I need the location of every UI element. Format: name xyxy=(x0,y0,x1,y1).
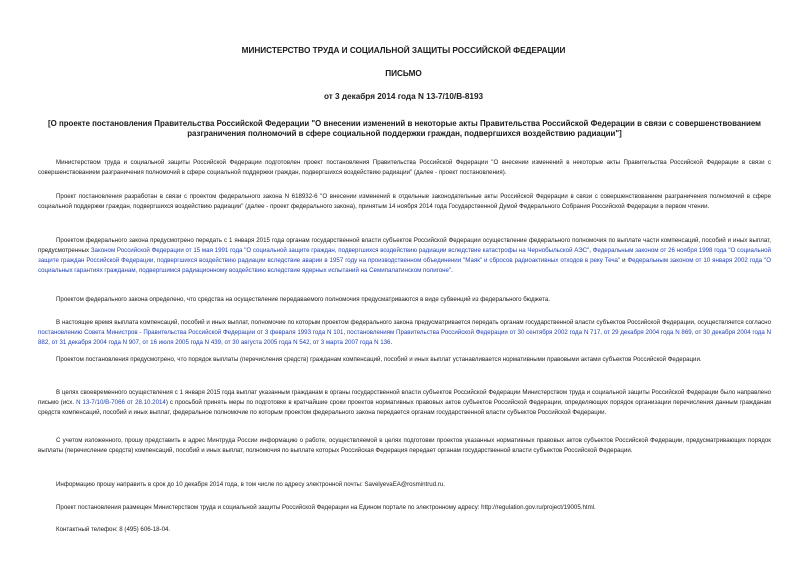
letter-7066-link[interactable]: N 13-7/10/В-7066 от 28.10.2014 xyxy=(76,399,166,407)
paragraph-6: Проектом постановления предусмотрено, что порядок выплаты (перечисления средств) гражданам компенсаций, пособий и иных выплат устанавливается нормативными правовыми актами субъектов Российской Федерации. xyxy=(56,356,702,363)
paragraph-3-text-3: и xyxy=(620,257,628,265)
paragraph-5-text-2: , xyxy=(343,329,347,337)
document-subject: [О проекте постановления Правительства Российской Федерации "О внесении изменений в некоторые акты Правительства Российской Федерации в связи с совершенствованием разграничения полномочий в сфере социальной поддержки граждан, подвергшихся воздействию радиации"] xyxy=(48,119,761,139)
paragraph-7-text-2: ) с просьбой принять меры по подготовке в кратчайшие сроки проектов нормативных правовых актов субъектов Российской Федерации, определяющих порядок организации перечисления данным гражданам средств компенсаций, пособий и иных выплат, федеральное полномочие по которым проектом федерального закона передается органам государственной власти субъектов Российской Федерации. xyxy=(38,399,771,417)
resolution-1993-link[interactable]: постановлению Совета Министров - Правительства Российской Федерации от 3 февраля 1993 года N 101 xyxy=(38,329,344,337)
paragraph-7 xyxy=(38,388,771,418)
paragraph-1: Министерством труда и социальной защиты Российской Федерации подготовлен проект постановления Правительства Российской Федерации "О внесении изменений в некоторые акты Правительства Российской Федерации в связи с совершенствованием разграничения полномочий в сфере социальной поддержки граждан, подвергшихся воздействию радиации" (далее - проект постановления). xyxy=(38,159,771,177)
paragraph-4: Проектом федерального закона определено, что средства на осуществление передаваемого полномочия предусматриваются в виде субвенций из федерального бюджета. xyxy=(56,296,550,303)
document-type: ПИСЬМО xyxy=(385,69,422,78)
law-1991-link[interactable]: Законом Российской Федерации от 15 мая 1991 года "О социальной защите граждан, подвергшихся воздействию радиации вследствие катастрофы на Чернобыльской АЭС" xyxy=(90,247,590,255)
paragraph-9: Информацию прошу направить в срок до 10 декабря 2014 года, в том числе по адресу электронной почты: SavelyevaEA@rosmintrud.ru. xyxy=(56,481,445,488)
paragraph-7-text-1: В целях своевременного осуществления с 1 января 2015 года выплат указанным гражданам в органы государственной власти субъектов Российской Федерации Министерством труда и социальной защиты Российской Федерации было направлено письмо (исх. xyxy=(38,389,771,407)
paragraph-5-text-3: . xyxy=(390,339,393,347)
paragraph-8: С учетом изложенного, прошу представить в адрес Минтруда России информацию о работе, осуществляемой в целях подготовки проектов указанных нормативных правовых актов субъектов Российской Федерации, предусматривающих порядок выплаты (перечисление средств) компенсаций, пособий и иных выплат, полномочия по выплате которых Российская Федерация передает органам государственной власти субъектов Российской Федерации. xyxy=(38,437,771,455)
paragraph-3-text-1: Проектом федерального закона предусмотрено передать с 1 января 2015 года органам государственной власти субъектов Российской Федерации осуществление федерального полномочия по выплате части компенсаций, пособий и иных выплат, предусмотренных xyxy=(38,237,771,255)
paragraph-5 xyxy=(38,318,771,348)
law-1998-link[interactable]: Федеральным законом от 26 ноября 1998 года "О социальной защите граждан Российской Федерации, подвергшихся воздействию радиации вследствие аварии в 1957 году на производственном объединении "Маяк" и сбросов радиоактивных отходов в реку Теча" xyxy=(38,247,771,265)
paragraph-10: Проект постановления размещен Министерством труда и социальной защиты Российской Федерации на Едином портале по электронному адресу: http://regulation.gov.ru/project/19005.html. xyxy=(56,504,596,511)
document-date-number: от 3 декабря 2014 года N 13-7/10/В-8193 xyxy=(323,92,484,101)
paragraph-5-text-1: В настоящее время выплата компенсаций, пособий и иных выплат, полномочие по которым проектом федерального закона предусматривается передать органам государственной власти субъектов Российской Федерации, осуществляется согласно xyxy=(56,319,771,326)
law-2002-link[interactable]: Федеральным законом от 10 января 2002 года "О социальных гарантиях гражданам, подвергшимся радиационному воздействию вследствие ядерных испытаний на Семипалатинском полигоне" xyxy=(38,257,771,275)
government-resolutions-link[interactable]: постановлениям Правительства Российской Федерации от 30 сентября 2002 года N 717, от 29 декабря 2004 года N 869, от 30 декабря 2004 года N 882, от 31 декабря 2004 года N 907, от 16 июля 2005 года N 439, от 30 августа 2005 года N 542, от 3 марта 2007 года N 136 xyxy=(38,329,772,347)
contact-phone: Контактный телефон: 8 (495) 606-18-04. xyxy=(56,526,171,533)
paragraph-2: Проект постановления разработан в связи с проектом федерального закона N 618932-6 "О внесении изменений в отдельные законодательные акты Российской Федерации в связи с совершенствованием разграничения полномочий в сфере социальной поддержки граждан, подвергшихся воздействию радиации" (далее - проект федерального закона), принятым 14 ноября 2014 года Государственной Думой Федерального Собрания Российской Федерации в первом чтении. xyxy=(38,193,771,211)
paragraph-3 xyxy=(38,236,771,276)
paragraph-3-text-2: , xyxy=(589,247,593,255)
ministry-title: МИНИСТЕРСТВО ТРУДА И СОЦИАЛЬНОЙ ЗАЩИТЫ РОССИЙСКОЙ ФЕДЕРАЦИИ xyxy=(241,46,566,55)
paragraph-3-text-4: . xyxy=(451,267,453,275)
